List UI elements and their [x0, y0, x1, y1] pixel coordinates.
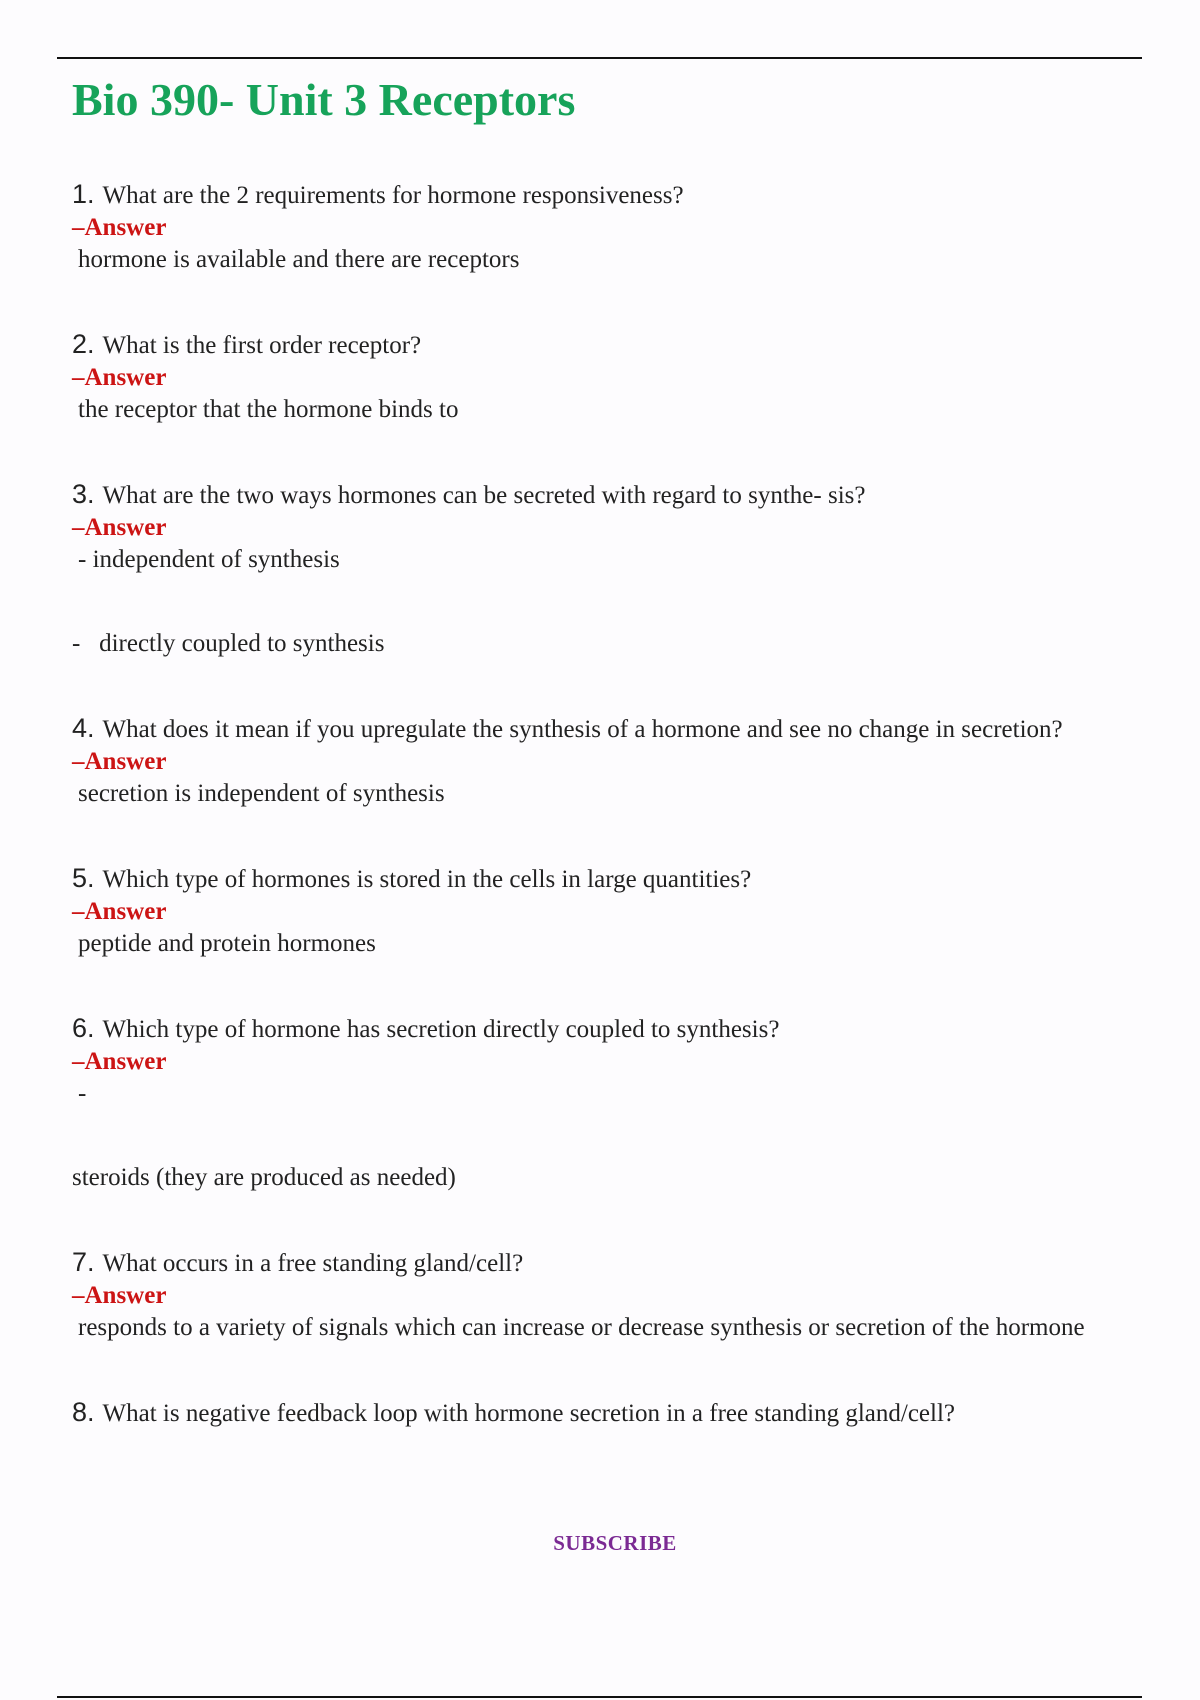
top-rule: [57, 57, 1142, 59]
question-item: [72, 328, 1122, 426]
question-number: 1.: [72, 179, 95, 209]
question-text: 6. Which type of hormone has secretion directly coupled to synthesis?: [72, 1013, 780, 1043]
page-title: Bio 390- Unit 3 Receptors: [72, 74, 576, 125]
question-number: 4.: [72, 713, 95, 743]
answer-text: - independent of synthesis: [78, 546, 340, 573]
answer-label: –Answer: [72, 1282, 167, 1309]
answer-text: hormone is available and there are receptors: [78, 246, 520, 273]
answer-label: –Answer: [72, 1048, 167, 1075]
answer-text: peptide and protein hormones: [78, 930, 376, 957]
subscribe-link[interactable]: SUBSCRIBE: [553, 1531, 677, 1555]
question-item: [72, 1012, 1122, 1194]
answer-text: secretion is independent of synthesis: [78, 780, 445, 807]
question-text: 7. What occurs in a free standing gland/cell?: [72, 1247, 524, 1277]
question-number: 6.: [72, 1013, 95, 1043]
question-list: [72, 178, 1122, 1430]
question-item: [72, 712, 1122, 810]
answer-label: –Answer: [72, 364, 167, 391]
question-item: [72, 862, 1122, 960]
answer-text: -: [78, 1080, 87, 1107]
question-text: 4. What does it mean if you upregulate the synthesis of a hormone and see no change in secretion?: [72, 713, 1063, 743]
question-number: 2.: [72, 329, 95, 359]
answer-label: –Answer: [72, 898, 167, 925]
answer-label: –Answer: [72, 214, 167, 241]
answer-text: - directly coupled to synthesis: [72, 630, 385, 657]
question-item: [72, 478, 1122, 660]
question-text: 8. What is negative feedback loop with hormone secretion in a free standing gland/cell?: [72, 1397, 955, 1427]
answer-label: –Answer: [72, 748, 167, 775]
question-text: 1. What are the 2 requirements for hormone responsiveness?: [72, 179, 684, 209]
answer-text: the receptor that the hormone binds to: [78, 396, 459, 423]
question-number: 7.: [72, 1247, 95, 1277]
question-item: [72, 1246, 1122, 1344]
question-item: [72, 1396, 1122, 1430]
question-number: 5.: [72, 863, 95, 893]
answer-text: responds to a variety of signals which can increase or decrease synthesis or secretion of the hormone: [78, 1314, 1085, 1341]
bottom-rule: [57, 1696, 1142, 1698]
question-text: 5. Which type of hormones is stored in the cells in large quantities?: [72, 863, 752, 893]
question-text: 3. What are the two ways hormones can be secreted with regard to synthe- sis?: [72, 479, 866, 509]
question-text: 2. What is the first order receptor?: [72, 329, 422, 359]
answer-text: steroids (they are produced as needed): [72, 1164, 456, 1191]
question-number: 3.: [72, 479, 95, 509]
question-item: [72, 178, 1122, 276]
question-number: 8.: [72, 1397, 95, 1427]
answer-label: –Answer: [72, 514, 167, 541]
